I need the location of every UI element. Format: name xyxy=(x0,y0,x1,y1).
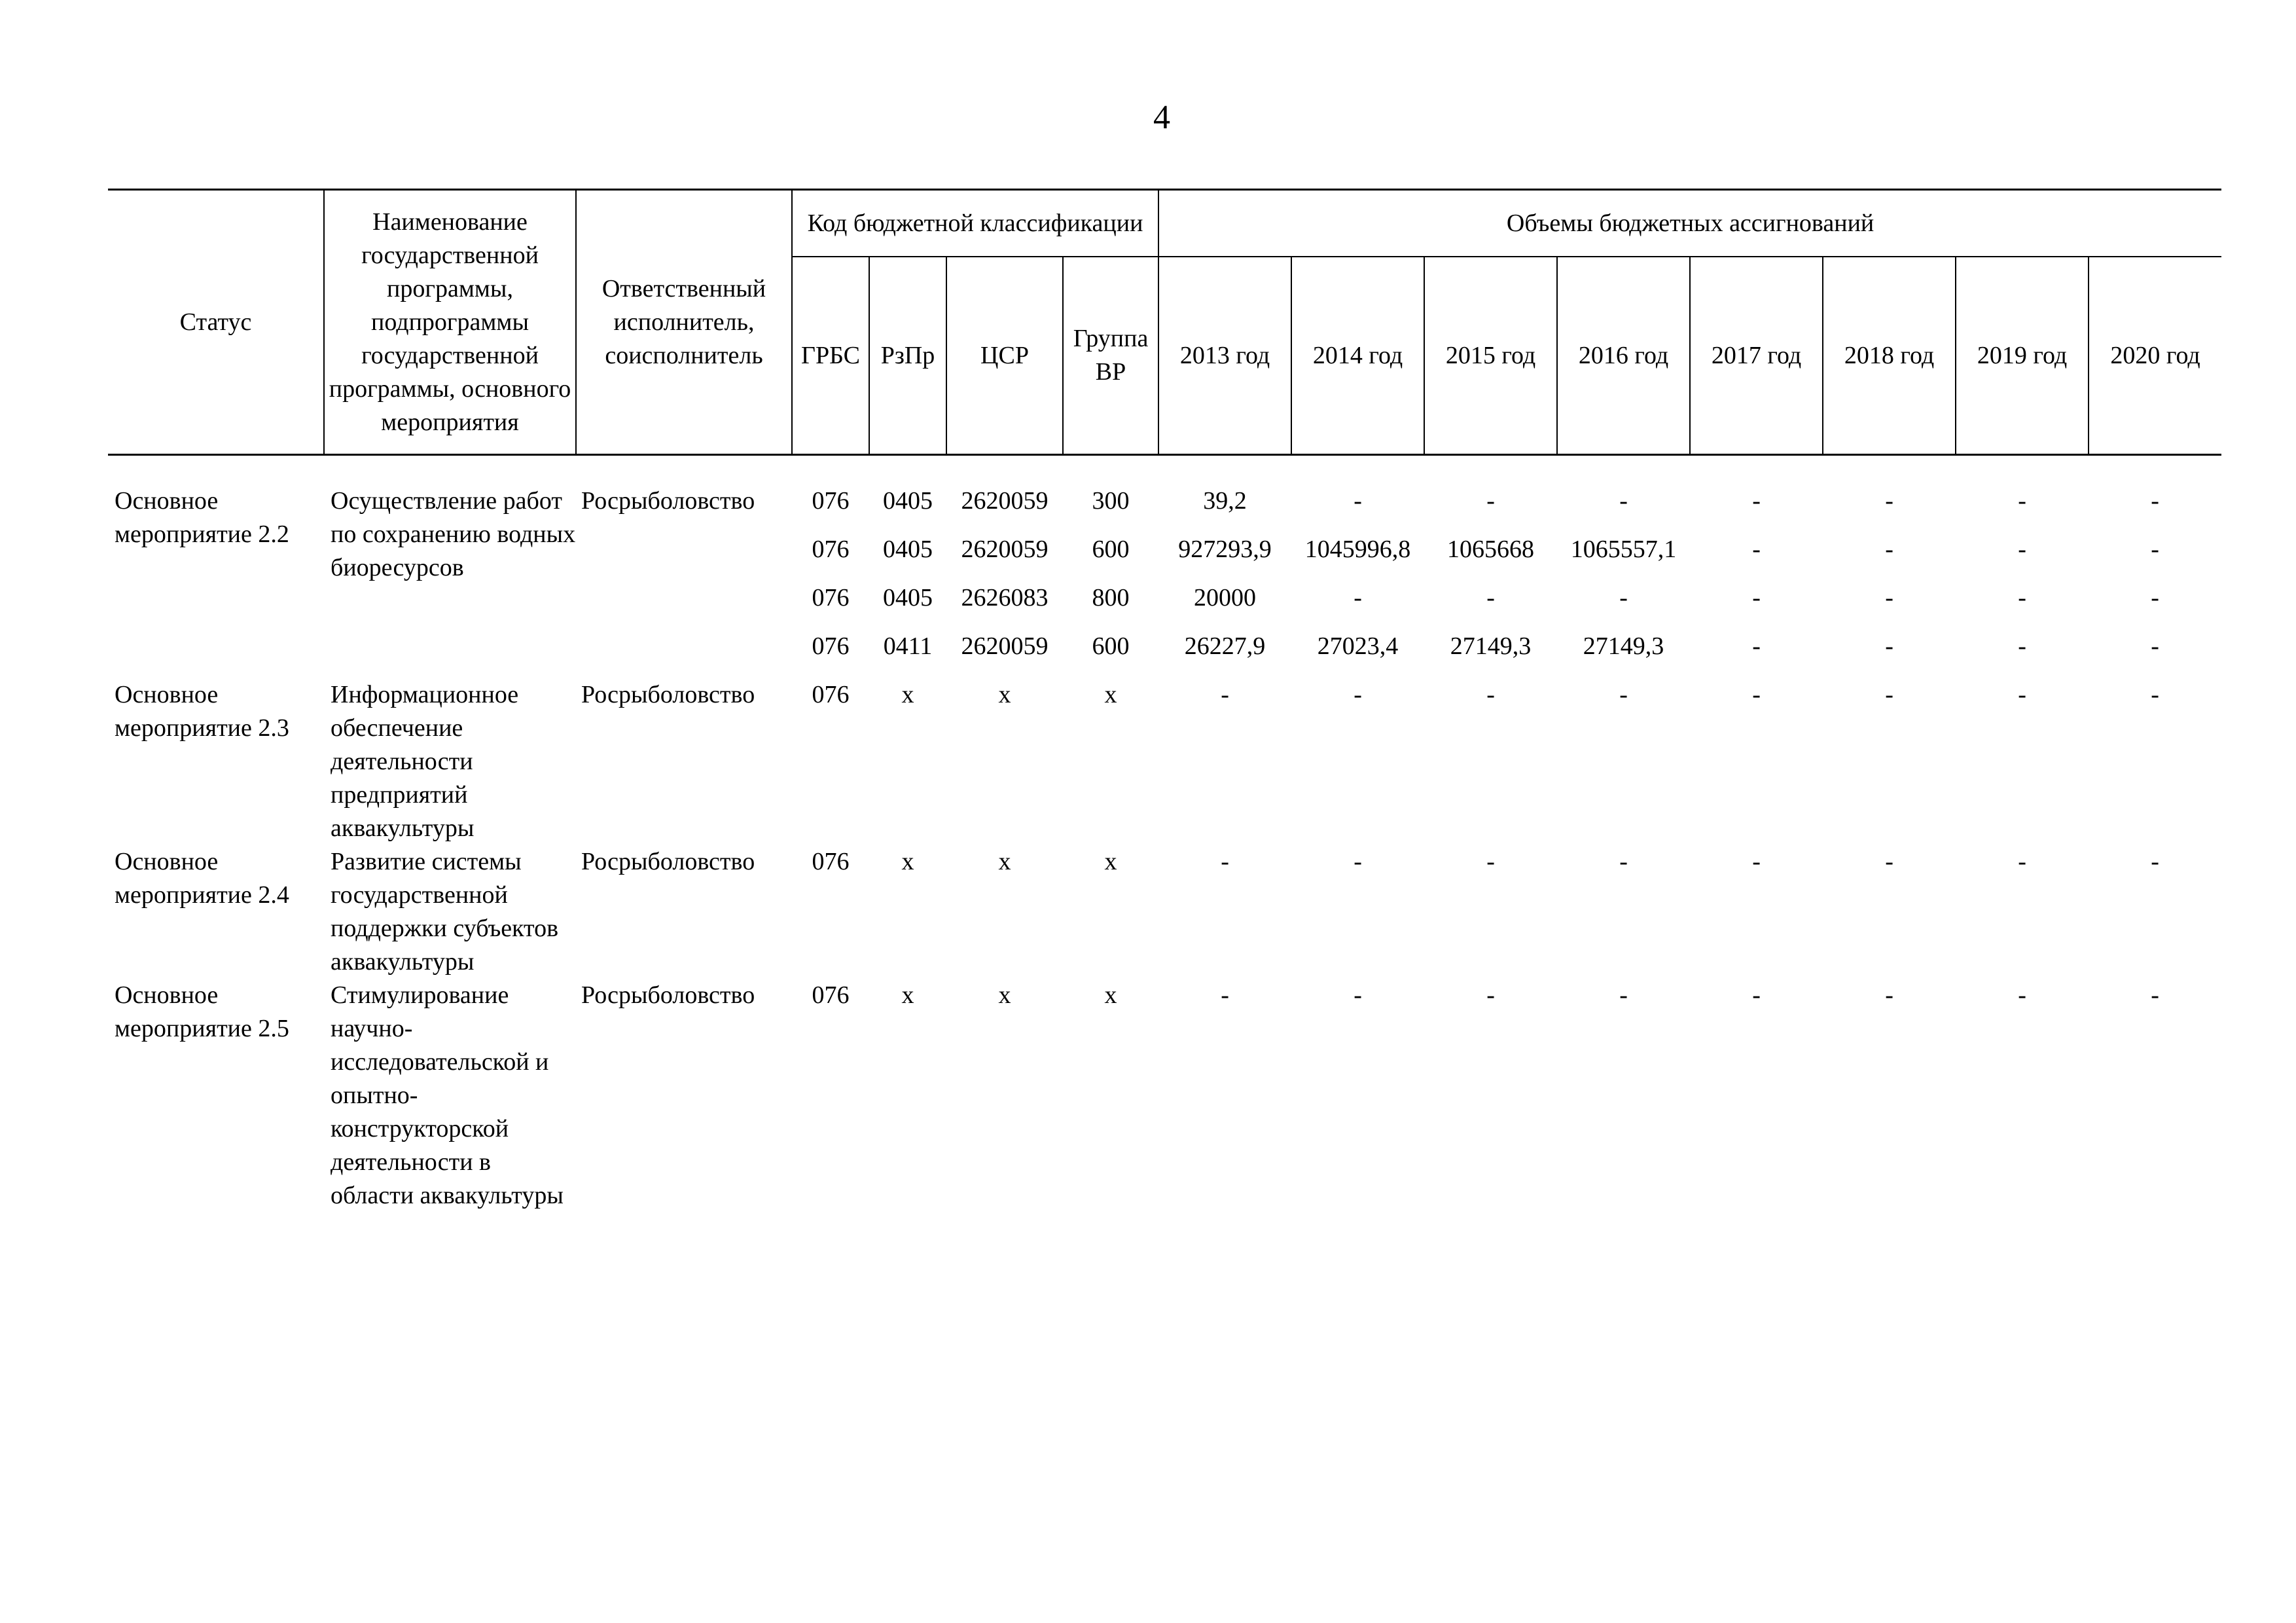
csr-cell: 2620059 xyxy=(961,536,1049,563)
allocation-value-cell: - xyxy=(1221,681,1229,708)
allocation-value-cell: 27149,3 xyxy=(1583,632,1664,660)
allocation-value-cell: - xyxy=(1354,584,1362,611)
allocation-value-cell: - xyxy=(1885,681,1893,708)
table-body xyxy=(108,455,2221,1213)
allocation-value-cell: 1065557,1 xyxy=(1570,536,1677,563)
rzpr-cell: 0411 xyxy=(883,632,933,660)
allocation-value-cell: - xyxy=(2018,584,2026,611)
status-cell: Основное мероприятие 2.2 xyxy=(115,487,289,548)
allocation-value-cell: 26227,9 xyxy=(1184,632,1266,660)
allocation-value-cell: - xyxy=(2018,848,2026,875)
allocation-value-cell: - xyxy=(2151,681,2159,708)
allocation-value-cell: - xyxy=(1354,981,1362,1009)
allocation-value-cell: - xyxy=(1486,981,1495,1009)
table-row xyxy=(108,678,2221,845)
status-cell: Основное мероприятие 2.3 xyxy=(115,681,289,742)
allocation-value-cell: - xyxy=(2018,981,2026,1009)
allocation-value-cell: - xyxy=(2018,681,2026,708)
allocation-value-cell: - xyxy=(1752,536,1761,563)
allocation-value-cell: - xyxy=(2151,584,2159,611)
allocation-value-cell: - xyxy=(1885,981,1893,1009)
allocation-value-cell: - xyxy=(1752,981,1761,1009)
header-year: 2019 год xyxy=(1956,257,2089,455)
allocation-value-cell: - xyxy=(1619,848,1628,875)
program-name-cell: Стимулирование научно-исследовательской и опытно-конструкторской деятельности в области аквакультуры xyxy=(331,981,564,1209)
allocation-value-cell: 1045996,8 xyxy=(1304,536,1411,563)
allocation-value-cell: - xyxy=(2151,536,2159,563)
csr-cell: 2626083 xyxy=(961,584,1049,611)
rzpr-cell: 0405 xyxy=(883,487,933,515)
allocation-value-cell: - xyxy=(1752,681,1761,708)
allocation-value-cell: - xyxy=(1619,487,1628,515)
header-year: 2016 год xyxy=(1557,257,1690,455)
allocation-value-cell: - xyxy=(2151,487,2159,515)
allocation-value-cell: - xyxy=(1486,848,1495,875)
allocation-value-cell: - xyxy=(1354,681,1362,708)
status-cell: Основное мероприятие 2.4 xyxy=(115,848,289,909)
allocation-value-cell: - xyxy=(1619,584,1628,611)
grbs-cell: 076 xyxy=(812,848,850,875)
allocation-value-cell: 39,2 xyxy=(1203,487,1247,515)
allocation-value-cell: - xyxy=(2151,848,2159,875)
status-cell: Основное мероприятие 2.5 xyxy=(115,981,289,1042)
rzpr-cell: 0405 xyxy=(883,536,933,563)
responsible-cell: Росрыболовство xyxy=(581,848,755,875)
vr-cell: x xyxy=(1104,848,1117,875)
grbs-cell: 076 xyxy=(812,584,850,611)
grbs-cell: 076 xyxy=(812,536,850,563)
program-name-cell: Осуществление работ по сохранению водных биоресурсов xyxy=(331,487,576,581)
header-vr: Группа ВР xyxy=(1063,257,1158,455)
allocation-value-cell: - xyxy=(1752,487,1761,515)
allocation-value-cell: 1065668 xyxy=(1447,536,1535,563)
allocation-value-cell: - xyxy=(1619,681,1628,708)
grbs-cell: 076 xyxy=(812,681,850,708)
allocation-value-cell: - xyxy=(2151,981,2159,1009)
page-number: 4 xyxy=(1153,99,1170,136)
allocation-value-cell: - xyxy=(1752,584,1761,611)
allocation-value-cell: - xyxy=(1221,981,1229,1009)
allocation-value-cell: - xyxy=(1885,584,1893,611)
header-status: Статус xyxy=(108,190,324,455)
allocation-value-cell: - xyxy=(2018,632,2026,660)
header-year: 2017 год xyxy=(1690,257,1823,455)
allocation-value-cell: - xyxy=(2018,536,2026,563)
rzpr-cell: x xyxy=(901,681,914,708)
responsible-cell: Росрыболовство xyxy=(581,981,755,1009)
csr-cell: x xyxy=(998,681,1011,708)
rzpr-cell: x xyxy=(901,981,914,1009)
vr-cell: 600 xyxy=(1092,536,1130,563)
header-volumes: Объемы бюджетных ассигнований xyxy=(1158,190,2221,257)
allocation-value-cell: 20000 xyxy=(1194,584,1257,611)
vr-cell: x xyxy=(1104,981,1117,1009)
header-code-group: Код бюджетной классификации xyxy=(792,190,1158,257)
rzpr-cell: 0405 xyxy=(883,584,933,611)
allocation-value-cell: - xyxy=(1619,981,1628,1009)
header-year: 2014 год xyxy=(1291,257,1424,455)
header-name: Наименование государственной программы, подпрограммы государственной программы, основного мероприятия xyxy=(324,190,576,455)
responsible-cell: Росрыболовство xyxy=(581,487,755,515)
header-year: 2013 год xyxy=(1158,257,1291,455)
table-row xyxy=(108,484,2221,533)
csr-cell: 2620059 xyxy=(961,487,1049,515)
vr-cell: x xyxy=(1104,681,1117,708)
allocation-value-cell: - xyxy=(2151,632,2159,660)
allocation-value-cell: 927293,9 xyxy=(1178,536,1272,563)
allocation-value-cell: - xyxy=(1354,848,1362,875)
header-year: 2018 год xyxy=(1823,257,1956,455)
budget-allocation-table xyxy=(108,189,2221,1213)
grbs-cell: 076 xyxy=(812,487,850,515)
allocation-value-cell: - xyxy=(1885,536,1893,563)
allocation-value-cell: - xyxy=(1885,848,1893,875)
vr-cell: 300 xyxy=(1092,487,1130,515)
csr-cell: x xyxy=(998,981,1011,1009)
table-row xyxy=(108,845,2221,979)
grbs-cell: 076 xyxy=(812,632,850,660)
allocation-value-cell: - xyxy=(1752,848,1761,875)
allocation-value-cell: - xyxy=(1354,487,1362,515)
rzpr-cell: x xyxy=(901,848,914,875)
header-rzpr: РзПр xyxy=(869,257,946,455)
program-name-cell: Информационное обеспечение деятельности предприятий аквакультуры xyxy=(331,681,519,842)
allocation-value-cell: - xyxy=(1486,487,1495,515)
header-responsible: Ответственный исполнитель, соисполнитель xyxy=(576,190,792,455)
grbs-cell: 076 xyxy=(812,981,850,1009)
allocation-value-cell: - xyxy=(1486,584,1495,611)
header-year: 2020 год xyxy=(2089,257,2221,455)
allocation-value-cell: 27023,4 xyxy=(1317,632,1399,660)
header-csr: ЦСР xyxy=(946,257,1063,455)
header-year: 2015 год xyxy=(1424,257,1557,455)
allocation-value-cell: - xyxy=(1752,632,1761,660)
vr-cell: 800 xyxy=(1092,584,1130,611)
csr-cell: 2620059 xyxy=(961,632,1049,660)
allocation-value-cell: - xyxy=(1486,681,1495,708)
vr-cell: 600 xyxy=(1092,632,1130,660)
allocation-value-cell: 27149,3 xyxy=(1450,632,1532,660)
allocation-value-cell: - xyxy=(1885,487,1893,515)
allocation-value-cell: - xyxy=(1221,848,1229,875)
allocation-value-cell: - xyxy=(2018,487,2026,515)
program-name-cell: Развитие системы государственной поддержки субъектов аквакультуры xyxy=(331,848,559,976)
responsible-cell: Росрыболовство xyxy=(581,681,755,708)
allocation-value-cell: - xyxy=(1885,632,1893,660)
csr-cell: x xyxy=(998,848,1011,875)
table-row xyxy=(108,979,2221,1213)
header-grbs: ГРБС xyxy=(792,257,869,455)
